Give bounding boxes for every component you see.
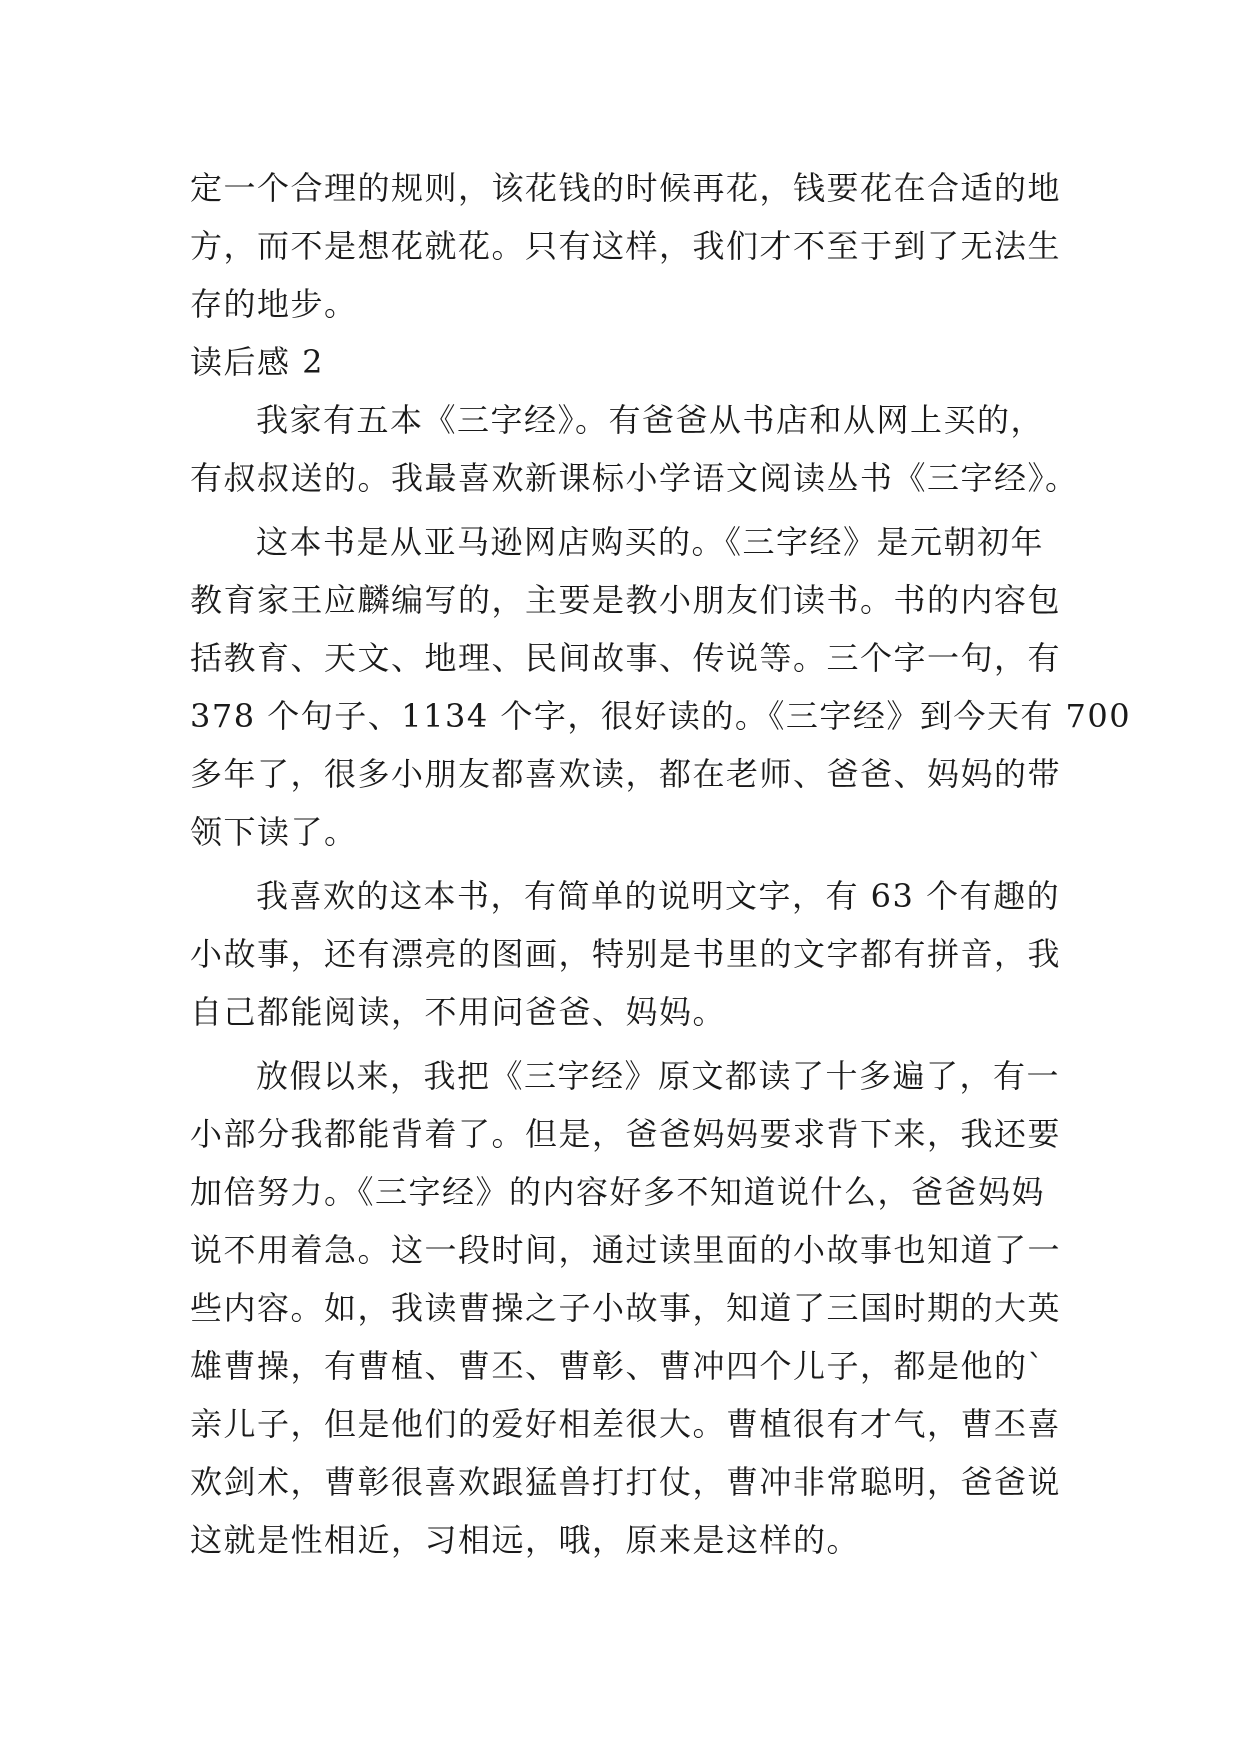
text-line: 欢剑术，曹彰很喜欢跟猛兽打打仗，曹冲非常聪明，爸爸说 bbox=[190, 1463, 1062, 1501]
text-line: 雄曹操，有曹植、曹丕、曹彰、曹冲四个儿子，都是他的` bbox=[190, 1347, 1046, 1385]
text-line: 自己都能阅读，不用问爸爸、妈妈。 bbox=[190, 993, 727, 1031]
text-line: 这本书是从亚马逊网店购买的。《三字经》是元朝初年 bbox=[256, 523, 1045, 561]
text-line: 亲儿子，但是他们的爱好相差很大。曹植很有才气，曹丕喜 bbox=[190, 1405, 1062, 1443]
text-line: 这就是性相近，习相远，哦，原来是这样的。 bbox=[190, 1521, 861, 1559]
text-line: 些内容。如，我读曹操之子小故事，知道了三国时期的大英 bbox=[190, 1289, 1062, 1327]
text-line: 领下读了。 bbox=[190, 813, 358, 851]
text-line: 小故事，还有漂亮的图画，特别是书里的文字都有拼音，我 bbox=[190, 935, 1062, 973]
text-line: 我家有五本《三字经》。有爸爸从书店和从网上买的， bbox=[256, 401, 1045, 439]
text-line: 括教育、天文、地理、民间故事、传说等。三个字一句，有 bbox=[190, 639, 1062, 677]
text-line: 有叔叔送的。我最喜欢新课标小学语文阅读丛书《三字经》。 bbox=[190, 459, 1079, 497]
text-line: 说不用着急。这一段时间，通过读里面的小故事也知道了一 bbox=[190, 1231, 1062, 1269]
text-line: 加倍努力。《三字经》的内容好多不知道说什么，爸爸妈妈 bbox=[190, 1173, 1046, 1211]
text-line: 定一个合理的规则，该花钱的时候再花，钱要花在合适的地 bbox=[190, 169, 1062, 207]
text-line: 378 个句子、1134 个字，很好读的。《三字经》到今天有 700 bbox=[190, 697, 1132, 735]
text-line: 教育家王应麟编写的，主要是教小朋友们读书。书的内容包 bbox=[190, 581, 1062, 619]
text-line: 存的地步。 bbox=[190, 285, 358, 323]
document-body bbox=[190, 160, 1132, 1570]
text-line: 放假以来，我把《三字经》原文都读了十多遍了，有一 bbox=[256, 1057, 1061, 1095]
text-line: 多年了，很多小朋友都喜欢读，都在老师、爸爸、妈妈的带 bbox=[190, 755, 1062, 793]
text-line: 我喜欢的这本书，有简单的说明文字，有 63 个有趣的 bbox=[256, 877, 1061, 915]
text-line: 小部分我都能背着了。但是，爸爸妈妈要求背下来，我还要 bbox=[190, 1115, 1062, 1153]
text-line: 方，而不是想花就花。只有这样，我们才不至于到了无法生 bbox=[190, 227, 1062, 265]
section-heading: 读后感 2 bbox=[190, 343, 325, 381]
